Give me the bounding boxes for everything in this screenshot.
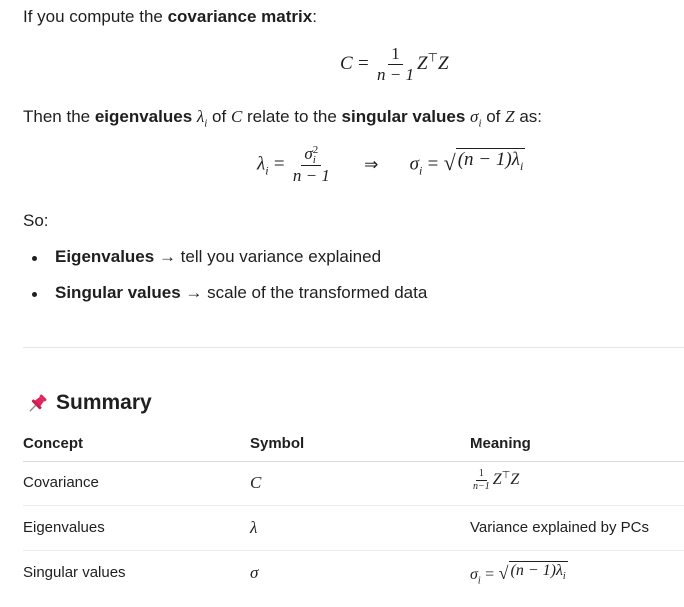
eig-eq-lambda: λ <box>257 153 266 175</box>
sqrt-radicand <box>456 148 526 174</box>
meaning-z2: Z <box>510 471 520 489</box>
eigen-equation <box>257 144 525 185</box>
table-cell-concept: Singular values <box>23 564 126 581</box>
sqrt-radicand-sub: i <box>519 158 524 173</box>
relation-paragraph <box>23 106 542 134</box>
bullet-bold: Eigenvalues <box>55 247 155 266</box>
eig-eq-equals-2: = <box>427 153 439 175</box>
intro-paragraph <box>23 6 317 28</box>
relation-sigma-sub: i <box>478 117 482 130</box>
eig-eq-numerator <box>301 144 321 166</box>
bullet-dot-icon <box>32 292 37 297</box>
relation-sigma: σ <box>470 107 479 126</box>
relation-text-4: of <box>481 107 506 126</box>
meaning-sqrt <box>499 561 568 582</box>
relation-eigenvalues: eigenvalues <box>94 107 193 126</box>
bullet-arrow: → <box>180 283 208 302</box>
bullet-text: tell you variance explained <box>180 247 382 266</box>
sqrt-sign-icon: √ <box>498 563 509 584</box>
eig-eq-sigma-sup: 2 <box>312 143 319 156</box>
sqrt-sign-icon: √ <box>443 149 456 175</box>
sqrt-radicand-text: (n − 1)λ <box>457 148 520 170</box>
meaning-equals: = <box>485 566 495 584</box>
meaning-sigma: σ <box>470 566 478 584</box>
eig-eq-sigma-rhs-sub: i <box>419 163 423 178</box>
covariance-equation <box>340 44 449 84</box>
table-cell-symbol: λ <box>250 518 258 537</box>
table-cell-symbol: C <box>250 473 262 492</box>
meaning-numerator: 1 <box>476 468 487 481</box>
bullet-text: scale of the transformed data <box>207 283 428 302</box>
relation-text-5: as: <box>514 107 542 126</box>
cov-eq-denominator: n − 1 <box>376 64 414 84</box>
eig-eq-sigma: σ <box>304 144 313 163</box>
meaning-radicand-sub: i <box>562 571 566 583</box>
cov-eq-fraction <box>374 44 417 84</box>
meaning-fraction <box>470 468 493 492</box>
relation-z: Z <box>505 107 515 126</box>
eig-eq-sigma-sub: i <box>312 153 316 166</box>
table-row-divider <box>23 505 684 506</box>
relation-lambda-sub: i <box>204 117 208 130</box>
meaning-sigma-sub: i <box>477 575 481 587</box>
table-header-meaning: Meaning <box>470 435 531 452</box>
cov-eq-lhs: C <box>340 53 353 75</box>
relation-text-3: relate to the <box>242 107 342 126</box>
meaning-radicand-text: (n − 1)λ <box>510 562 563 579</box>
table-cell-concept: Covariance <box>23 474 99 491</box>
table-header-symbol: Symbol <box>250 435 305 452</box>
table-cell-meaning <box>470 468 519 492</box>
eig-eq-equals: = <box>273 153 285 175</box>
sqrt-expression <box>444 148 526 174</box>
relation-text-2: of <box>207 107 231 126</box>
cov-eq-z1: Z <box>416 53 428 75</box>
eig-eq-denominator: n − 1 <box>292 165 330 185</box>
bullet-item-singular-values <box>55 282 427 304</box>
summary-title: Summary <box>56 391 152 414</box>
meaning-transpose: ⊤ <box>501 469 511 481</box>
pushpin-icon <box>25 392 49 416</box>
relation-c: C <box>230 107 243 126</box>
intro-prefix: If you compute the <box>23 7 168 26</box>
relation-text-1: Then the <box>23 107 95 126</box>
cov-eq-numerator: 1 <box>388 44 403 65</box>
intro-suffix: : <box>312 7 317 26</box>
bullet-item-eigenvalues <box>55 246 381 268</box>
bullet-arrow: → <box>154 247 181 266</box>
meaning-denominator: n−1 <box>473 480 490 492</box>
bullet-bold: Singular values <box>55 283 181 302</box>
section-divider <box>23 347 684 348</box>
eig-eq-fraction <box>290 144 333 185</box>
table-cell-symbol: σ <box>250 563 259 582</box>
meaning-sqrt-radicand <box>509 561 568 582</box>
cov-eq-z2: Z <box>437 53 449 75</box>
eig-eq-sigma-rhs: σ <box>409 153 420 175</box>
relation-singular-values: singular values <box>341 107 466 126</box>
table-cell-meaning: Variance explained by PCs <box>470 519 649 536</box>
cov-eq-transpose: ⊤ <box>427 50 438 65</box>
table-row-divider <box>23 550 684 551</box>
table-cell-concept: Eigenvalues <box>23 519 105 536</box>
eig-eq-lambda-sub: i <box>265 163 269 178</box>
intro-bold: covariance matrix <box>167 7 313 26</box>
table-header-divider <box>23 461 684 462</box>
table-cell-meaning <box>470 561 568 586</box>
implies-arrow: ⇒ <box>364 154 379 174</box>
meaning-z1: Z <box>492 471 502 489</box>
table-header-concept: Concept <box>23 435 83 452</box>
relation-lambda: λ <box>196 107 205 126</box>
bullet-dot-icon <box>32 256 37 261</box>
so-label: So: <box>23 211 49 230</box>
cov-eq-equals: = <box>357 53 369 75</box>
